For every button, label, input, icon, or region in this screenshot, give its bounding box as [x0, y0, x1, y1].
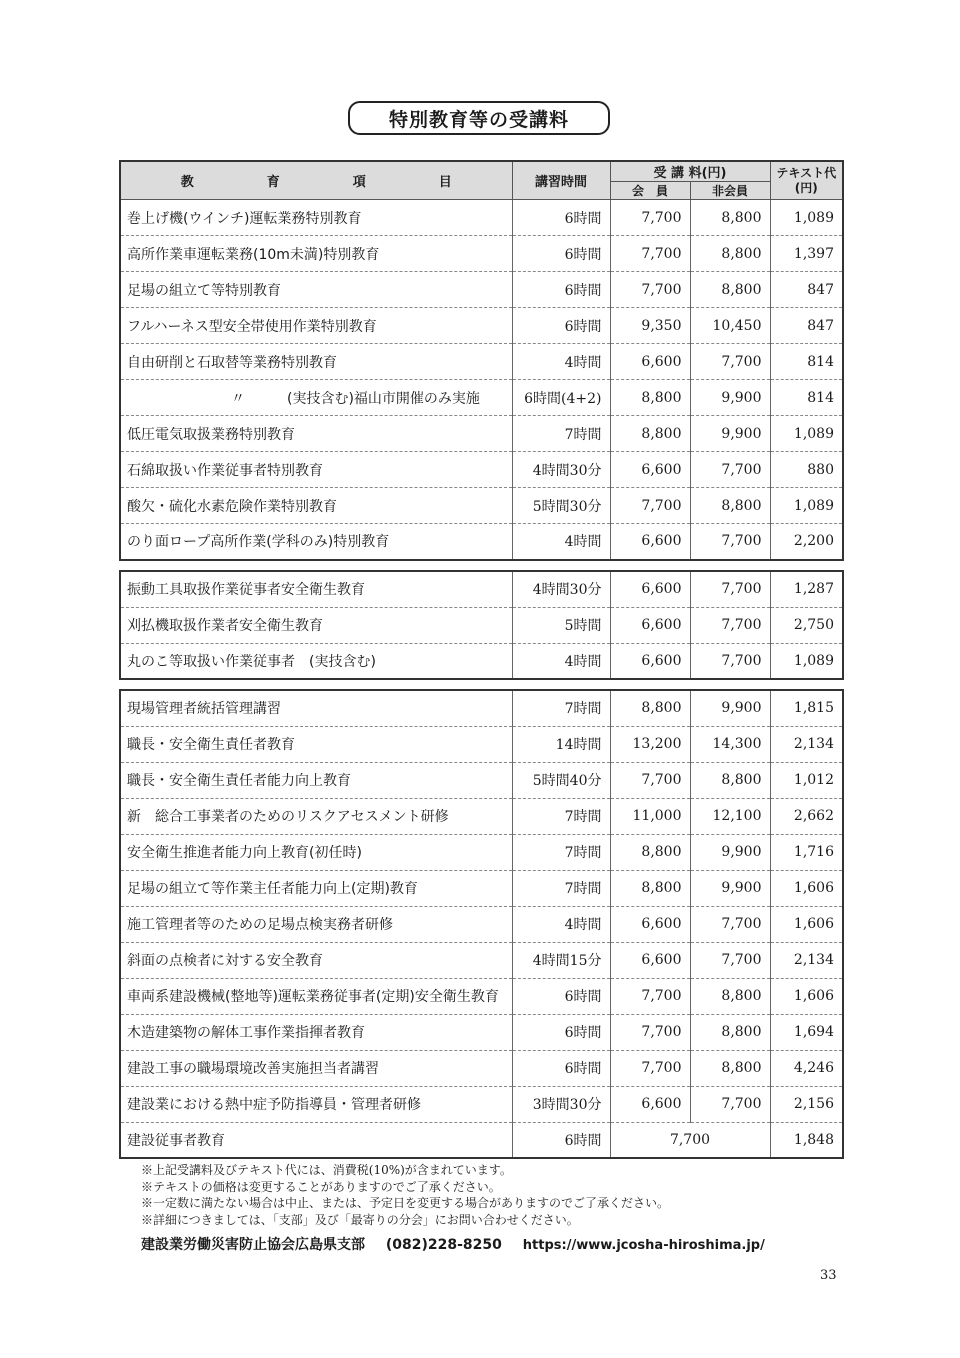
nonmember-fee: 7,700 [690, 571, 770, 607]
table-row [120, 524, 843, 560]
member-fee: 6,600 [610, 571, 690, 607]
course-hours: 6時間 [512, 308, 610, 344]
nonmember-fee: 9,900 [690, 380, 770, 416]
course-name: 施工管理者等のための足場点検実務者研修 [120, 906, 512, 942]
member-fee: 6,600 [610, 906, 690, 942]
member-fee: 8,800 [610, 834, 690, 870]
course-name: 新 総合工事業者のためのリスクアセスメント研修 [120, 798, 512, 834]
member-fee: 7,700 [610, 978, 690, 1014]
course-name: 斜面の点検者に対する安全教育 [120, 942, 512, 978]
text-fee: 1,397 [770, 236, 843, 272]
page-number: 33 [820, 1268, 837, 1283]
nonmember-fee: 8,800 [690, 272, 770, 308]
table-row [120, 1122, 843, 1158]
table-row [120, 870, 843, 906]
nonmember-fee: 8,800 [690, 1050, 770, 1086]
note-line: ※上記受講料及びテキスト代には、消費税(10%)が含まれています。 [141, 1163, 512, 1177]
nonmember-fee: 9,900 [690, 834, 770, 870]
course-hours: 5時間30分 [512, 488, 610, 524]
course-hours: 4時間30分 [512, 452, 610, 488]
nonmember-fee: 8,800 [690, 978, 770, 1014]
table-row [120, 690, 843, 726]
text-fee: 1,848 [770, 1122, 843, 1158]
course-hours: 6時間 [512, 978, 610, 1014]
course-hours: 4時間30分 [512, 571, 610, 607]
table-row [120, 726, 843, 762]
course-name: 高所作業車運転業務(10m未満)特別教育 [120, 236, 512, 272]
nonmember-fee: 7,700 [690, 906, 770, 942]
nonmember-fee: 9,900 [690, 870, 770, 906]
text-fee: 1,694 [770, 1014, 843, 1050]
nonmember-fee: 9,900 [690, 416, 770, 452]
member-fee: 7,700 [610, 200, 690, 236]
header-nonmember: 非会員 [690, 182, 770, 200]
member-fee: 7,700 [610, 488, 690, 524]
nonmember-fee: 7,700 [690, 344, 770, 380]
text-fee: 1,287 [770, 571, 843, 607]
footer-contact [141, 1234, 781, 1254]
course-name: 〃 (実技含む)福山市開催のみ実施 [120, 380, 512, 416]
text-fee: 1,606 [770, 978, 843, 1014]
course-hours: 14時間 [512, 726, 610, 762]
member-fee: 7,700 [610, 762, 690, 798]
text-fee: 1,089 [770, 200, 843, 236]
header-text-fee-line1: テキスト代 [776, 165, 837, 180]
member-fee: 8,800 [610, 380, 690, 416]
member-fee: 7,700 [610, 1014, 690, 1050]
table-row [120, 643, 843, 679]
text-fee: 847 [770, 272, 843, 308]
member-fee: 6,600 [610, 607, 690, 643]
table-row [120, 607, 843, 643]
table-row [120, 571, 843, 607]
text-fee: 2,662 [770, 798, 843, 834]
table-row [120, 200, 843, 236]
member-fee: 6,600 [610, 524, 690, 560]
course-hours: 6時間 [512, 1050, 610, 1086]
course-name: 足場の組立て等特別教育 [120, 272, 512, 308]
text-fee: 2,134 [770, 726, 843, 762]
table-row [120, 978, 843, 1014]
table-row [120, 488, 843, 524]
course-hours: 4時間 [512, 524, 610, 560]
table-row [120, 1014, 843, 1050]
nonmember-fee: 8,800 [690, 762, 770, 798]
table-row [120, 834, 843, 870]
course-name: 建設業における熱中症予防指導員・管理者研修 [120, 1086, 512, 1122]
nonmember-fee: 8,800 [690, 1014, 770, 1050]
member-fee: 8,800 [610, 870, 690, 906]
member-fee: 6,600 [610, 942, 690, 978]
nonmember-fee: 7,700 [690, 452, 770, 488]
course-hours: 7時間 [512, 798, 610, 834]
nonmember-fee: 8,800 [690, 200, 770, 236]
table-row [120, 906, 843, 942]
nonmember-fee: 7,700 [690, 524, 770, 560]
course-name: 建設従事者教育 [127, 1132, 225, 1149]
text-fee: 1,815 [770, 690, 843, 726]
nonmember-fee: 12,100 [690, 798, 770, 834]
nonmember-fee: 7,700 [690, 1086, 770, 1122]
course-name: 木造建築物の解体工事作業指揮者教育 [120, 1014, 512, 1050]
course-name: 刈払機取扱作業者安全衛生教育 [120, 607, 512, 643]
course-name: 職長・安全衛生責任者能力向上教育 [120, 762, 512, 798]
member-fee: 7,700 [610, 1050, 690, 1086]
table-row [120, 416, 843, 452]
course-name: 自由研削と石取替等業務特別教育 [120, 344, 512, 380]
text-fee: 2,200 [770, 524, 843, 560]
course-hours: 5時間40分 [512, 762, 610, 798]
footer-url[interactable]: https://www.jcosha-hiroshima.jp/ [522, 1238, 765, 1253]
text-fee: 814 [770, 380, 843, 416]
text-fee: 1,089 [770, 416, 843, 452]
header-hours: 講習時間 [512, 161, 610, 200]
text-fee: 1,089 [770, 643, 843, 679]
notes [141, 1162, 669, 1228]
member-fee: 8,800 [610, 690, 690, 726]
table-row [120, 452, 843, 488]
text-fee: 1,716 [770, 834, 843, 870]
text-fee: 2,134 [770, 942, 843, 978]
text-fee: 1,606 [770, 870, 843, 906]
member-fee: 13,200 [610, 726, 690, 762]
text-fee: 4,246 [770, 1050, 843, 1086]
course-name: 足場の組立て等作業主任者能力向上(定期)教育 [120, 870, 512, 906]
member-fee: 9,350 [610, 308, 690, 344]
course-hours: 7時間 [512, 416, 610, 452]
course-hours: 7時間 [512, 870, 610, 906]
table-row [120, 308, 843, 344]
member-fee: 6,600 [610, 344, 690, 380]
course-hours: 3時間30分 [512, 1086, 610, 1122]
footer-org: 建設業労働災害防止協会広島県支部 [141, 1237, 365, 1253]
course-name: 巻上げ機(ウインチ)運転業務特別教育 [120, 200, 512, 236]
table-row [120, 942, 843, 978]
note-line: ※一定数に満たない場合は中止、または、予定日を変更する場合がありますのでご了承ください。 [141, 1196, 670, 1210]
member-fee: 7,700 [610, 236, 690, 272]
course-name: 職長・安全衛生責任者教育 [120, 726, 512, 762]
table-row [120, 798, 843, 834]
course-name: フルハーネス型安全帯使用作業特別教育 [120, 308, 512, 344]
header-member: 会 員 [610, 182, 690, 200]
nonmember-fee: 7,700 [690, 942, 770, 978]
course-name: 車両系建設機械(整地等)運転業務従事者(定期)安全衛生教育 [120, 978, 512, 1014]
course-name: 石綿取扱い作業従事者特別教育 [120, 452, 512, 488]
course-hours: 7時間 [512, 834, 610, 870]
header-name: 教 育 項 目 [120, 161, 512, 200]
course-name: 酸欠・硫化水素危険作業特別教育 [120, 488, 512, 524]
course-hours: 6時間 [512, 200, 610, 236]
course-hours: 6時間(4+2) [512, 380, 610, 416]
nonmember-fee: 8,800 [690, 236, 770, 272]
course-hours: 7時間 [512, 690, 610, 726]
table-row [120, 272, 843, 308]
course-hours: 4時間 [512, 344, 610, 380]
course-name: 安全衛生推進者能力向上教育(初任時) [120, 834, 512, 870]
member-fee: 6,600 [610, 1086, 690, 1122]
header-fee: 受 講 料(円) [610, 161, 770, 182]
course-hours: 6時間 [512, 236, 610, 272]
fee-table-section-2 [119, 570, 844, 680]
nonmember-fee: 14,300 [690, 726, 770, 762]
text-fee: 1,012 [770, 762, 843, 798]
note-line: ※詳細につきましては、「支部」及び「最寄りの分会」にお問い合わせください。 [141, 1212, 579, 1227]
fee-table-section-1 [119, 160, 844, 561]
course-hours: 4時間15分 [512, 942, 610, 978]
text-fee: 2,156 [770, 1086, 843, 1122]
course-name: 丸のこ等取扱い作業従事者 (実技含む) [127, 653, 376, 670]
table-row [120, 380, 843, 416]
text-fee: 814 [770, 344, 843, 380]
course-hours: 6時間 [512, 272, 610, 308]
course-name: 建設工事の職場環境改善実施担当者講習 [120, 1050, 512, 1086]
text-fee: 2,750 [770, 607, 843, 643]
table-row [120, 1050, 843, 1086]
fee-table-section-3 [119, 689, 844, 1159]
table-row [120, 344, 843, 380]
member-fee: 6,600 [610, 643, 690, 679]
nonmember-fee: 10,450 [690, 308, 770, 344]
text-fee: 880 [770, 452, 843, 488]
course-name: 現場管理者統括管理講習 [120, 690, 512, 726]
table-row [120, 236, 843, 272]
text-fee: 1,606 [770, 906, 843, 942]
fee-merged: 7,700 [610, 1122, 770, 1158]
nonmember-fee: 7,700 [690, 607, 770, 643]
nonmember-fee: 8,800 [690, 488, 770, 524]
table-row [120, 1086, 843, 1122]
member-fee: 7,700 [610, 272, 690, 308]
header-text-fee [770, 161, 843, 200]
member-fee: 11,000 [610, 798, 690, 834]
course-hours: 6時間 [512, 1122, 610, 1158]
page-title: 特別教育等の受講料 [348, 101, 610, 135]
member-fee: 6,600 [610, 452, 690, 488]
member-fee: 8,800 [610, 416, 690, 452]
course-hours: 5時間 [512, 607, 610, 643]
course-name: のり面ロープ高所作業(学科のみ)特別教育 [127, 534, 390, 551]
course-hours: 6時間 [512, 1014, 610, 1050]
nonmember-fee: 9,900 [690, 690, 770, 726]
nonmember-fee: 7,700 [690, 643, 770, 679]
text-fee: 847 [770, 308, 843, 344]
header-text-fee-line2: (円) [794, 180, 818, 195]
note-line: ※テキストの価格は変更することがありますのでご了承ください。 [141, 1179, 501, 1194]
course-hours: 4時間 [512, 643, 610, 679]
course-name: 低圧電気取扱業務特別教育 [120, 416, 512, 452]
table-row [120, 762, 843, 798]
footer-phone: (082)228-8250 [385, 1237, 502, 1253]
course-name: 振動工具取扱作業従事者安全衛生教育 [120, 571, 512, 607]
course-hours: 4時間 [512, 906, 610, 942]
text-fee: 1,089 [770, 488, 843, 524]
